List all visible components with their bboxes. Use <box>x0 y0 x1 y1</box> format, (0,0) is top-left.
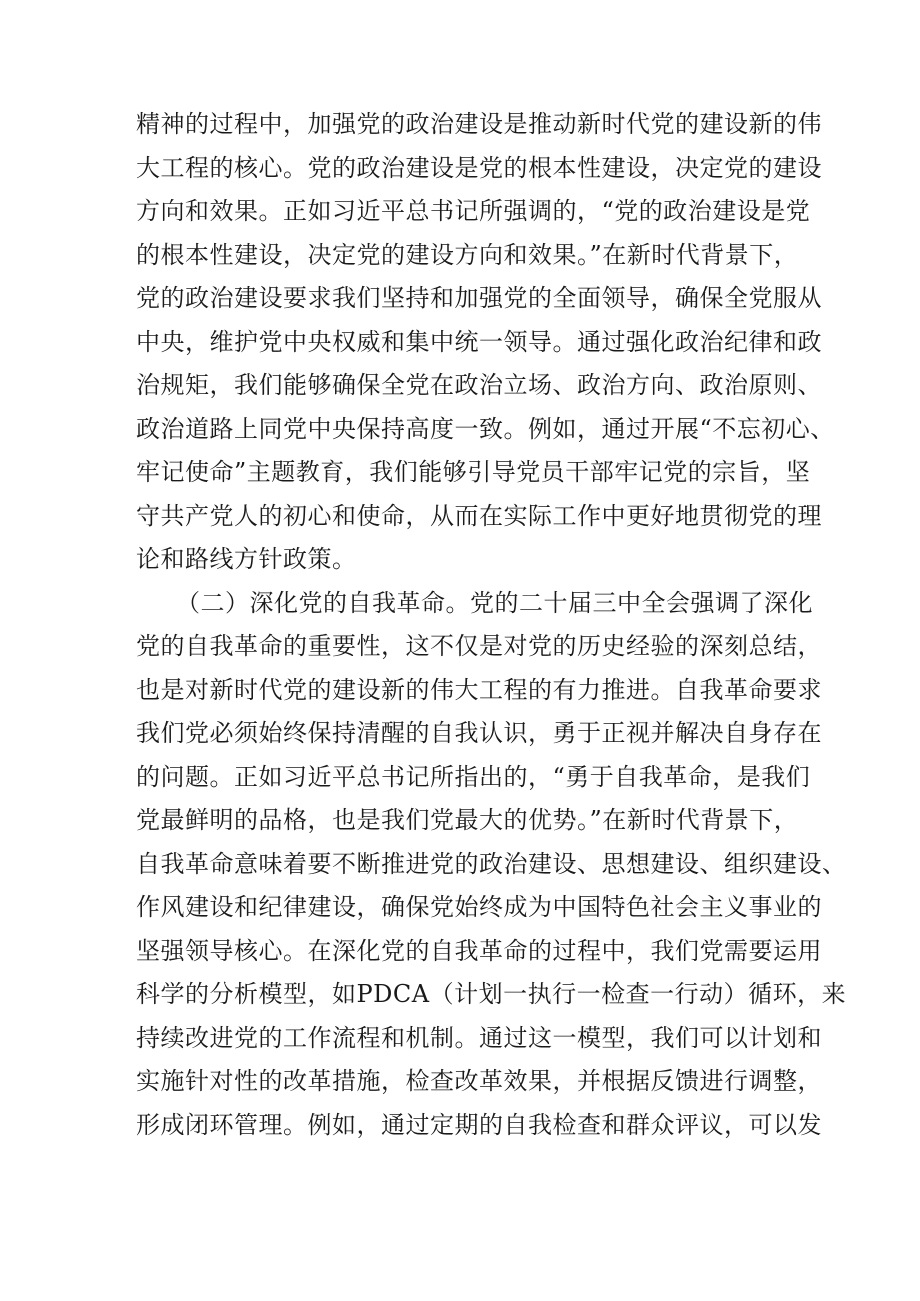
text-line-17: 党最鲜明的品格，也是我们党最大的优势。”在新时代背景下， <box>136 806 799 834</box>
text-line-5: 党的政治建设要求我们坚持和加强党的全面领导，确保全党服从 <box>136 284 822 312</box>
text-line-1: 精神的过程中，加强党的政治建设是推动新时代党的建设新的伟 <box>136 110 822 138</box>
text-line-13: 党的自我革命的重要性，这不仅是对党的历史经验的深刻总结， <box>136 632 822 660</box>
section-heading-line: （二）深化党的自我革命。党的二十届三中全会强调了深化 <box>176 588 813 617</box>
text-line-21: 科学的分析模型，如PDCA（计划一执行一检查一行动）循环，来 <box>136 980 847 1008</box>
text-line-19: 作风建设和纪律建设，确保党始终成为中国特色社会主义事业的 <box>136 893 822 921</box>
text-line-10: 守共产党人的初心和使命，从而在实际工作中更好地贯彻党的理 <box>136 501 822 530</box>
text-line-16: 的问题。正如习近平总书记所指出的，“勇于自我革命，是我们 <box>136 762 811 791</box>
text-line-4: 的根本性建设，决定党的建设方向和效果。”在新时代背景下， <box>136 240 799 269</box>
text-line-20: 坚强领导核心。在深化党的自我革命的过程中，我们党需要运用 <box>136 936 822 965</box>
text-line-18: 自我革命意味着要不断推进党的政治建设、思想建设、组织建设、 <box>136 849 847 878</box>
text-line-11: 论和路线方针政策。 <box>136 545 357 573</box>
text-line-15: 我们党必须始终保持清醒的自我认识，勇于正视并解决自身存在 <box>136 719 822 747</box>
text-line-14: 也是对新时代党的建设新的伟大工程的有力推进。自我革命要求 <box>136 675 822 704</box>
text-line-9: 牢记使命”主题教育，我们能够引导党员干部牢记党的宗旨，坚 <box>136 458 811 486</box>
body-text <box>136 103 847 1147</box>
text-line-23: 实施针对性的改革措施，检查改革效果，并根据反馈进行调整， <box>136 1067 822 1095</box>
text-line-6: 中央，维护党中央权威和集中统一领导。通过强化政治纪律和政 <box>136 327 822 356</box>
text-line-2: 大工程的核心。党的政治建设是党的根本性建设，决定党的建设 <box>136 153 822 182</box>
text-line-8: 政治道路上同党中央保持高度一致。例如，通过开展“不忘初心、 <box>136 414 835 443</box>
text-line-22: 持续改进党的工作流程和机制。通过这一模型，我们可以计划和 <box>136 1023 822 1052</box>
text-line-7: 治规矩，我们能够确保全党在政治立场、政治方向、政治原则、 <box>136 371 822 399</box>
text-line-3: 方向和效果。正如习近平总书记所强调的，“党的政治建设是党 <box>136 197 811 225</box>
text-line-24: 形成闭环管理。例如，通过定期的自我检查和群众评议，可以发 <box>136 1110 822 1139</box>
